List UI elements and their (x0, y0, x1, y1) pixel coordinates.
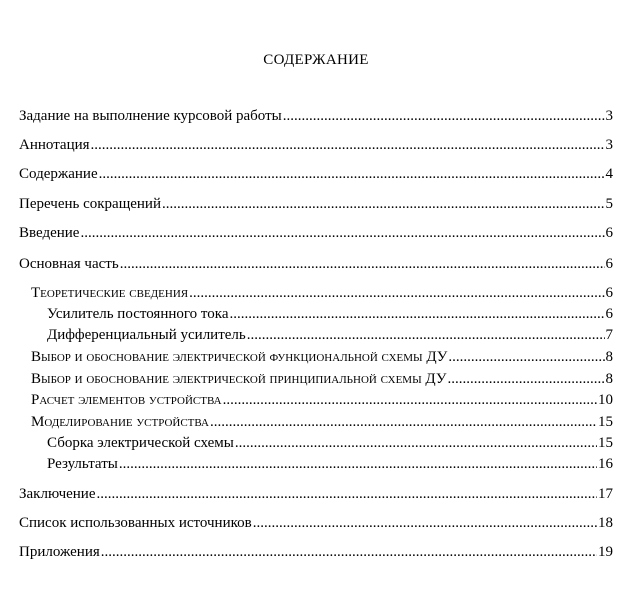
toc-leader (101, 545, 597, 560)
toc-entry-text: Расчет элементов устройства (31, 392, 222, 408)
toc-entry-principal-scheme[interactable] (31, 372, 613, 387)
toc-entry-text: Сборка электрической схемы (47, 435, 234, 451)
toc-page-number: 16 (598, 456, 613, 472)
toc-entry-appendices[interactable] (19, 545, 613, 560)
toc-entry-calculation[interactable] (31, 393, 613, 408)
toc-entry-text: Результаты (47, 456, 118, 472)
toc-entry-main-part[interactable] (19, 257, 613, 272)
toc-entry-text: Выбор и обоснование электрической принципиальной схемы ДУ (31, 371, 447, 387)
toc-entry-contents[interactable] (19, 167, 613, 182)
toc-entry-dc-amplifier[interactable] (47, 307, 613, 322)
toc-leader (235, 436, 597, 451)
toc-leader (91, 138, 605, 153)
toc-page-number: 17 (598, 486, 613, 502)
toc-page-number: 6 (605, 225, 613, 241)
toc-entry-text: Введение (19, 225, 80, 241)
toc-entry-abbreviations[interactable] (19, 197, 613, 212)
toc-entry-text: Задание на выполнение курсовой работы (19, 108, 282, 124)
toc-leader (189, 286, 604, 301)
toc-entry-text: Моделирование устройства (31, 414, 209, 430)
toc-leader (247, 328, 605, 343)
toc-page-number: 10 (598, 392, 613, 408)
toc-entry-text: Перечень сокращений (19, 196, 161, 212)
page-title: СОДЕРЖАНИЕ (263, 52, 369, 68)
toc-page-number: 6 (605, 285, 613, 301)
toc-leader (223, 393, 597, 408)
toc-leader (210, 415, 597, 430)
toc-entry-text: Усилитель постоянного тока (47, 306, 229, 322)
toc-page-number: 6 (605, 306, 613, 322)
toc-page-number: 6 (605, 256, 613, 272)
toc-page-number: 7 (605, 327, 613, 343)
toc-leader (120, 257, 605, 272)
toc-entry-results[interactable] (47, 457, 613, 472)
toc-entry-modeling[interactable] (31, 415, 613, 430)
toc-leader (119, 457, 597, 472)
toc-entry-text: Основная часть (19, 256, 119, 272)
toc-page-number: 15 (598, 435, 613, 451)
toc-page-number: 3 (605, 137, 613, 153)
toc-entry-conclusion[interactable] (19, 487, 613, 502)
toc-entry-text: Теоретические сведения (31, 285, 189, 301)
toc-entry-theory[interactable] (31, 286, 613, 301)
toc-entry-text: Список использованных источников (19, 515, 252, 531)
toc-entry-text: Выбор и обоснование электрической функциональной схемы ДУ (31, 349, 448, 365)
toc-leader (230, 307, 605, 322)
toc-entry-text: Аннотация (19, 137, 90, 153)
toc-entry-introduction[interactable] (19, 226, 613, 241)
toc-entry-text: Заключение (19, 486, 96, 502)
toc-leader (99, 167, 605, 182)
toc-page-number: 4 (605, 166, 613, 182)
toc-entry-annotation[interactable] (19, 138, 613, 153)
toc-leader (283, 109, 605, 124)
toc-page-number: 3 (605, 108, 613, 124)
toc-page-number: 15 (598, 414, 613, 430)
toc-entry-functional-scheme[interactable] (31, 350, 613, 365)
toc-page-number: 8 (605, 349, 613, 365)
toc-page-number: 18 (598, 515, 613, 531)
toc-entry-circuit-assembly[interactable] (47, 436, 613, 451)
toc-entry-text: Приложения (19, 544, 100, 560)
toc-page-number: 19 (598, 544, 613, 560)
toc-leader (447, 372, 604, 387)
toc-entry-references[interactable] (19, 516, 613, 531)
toc-entry-text: Дифференциальный усилитель (47, 327, 246, 343)
toc-leader (80, 226, 604, 241)
toc-leader (253, 516, 597, 531)
toc-leader (448, 350, 604, 365)
toc-entry-differential-amplifier[interactable] (47, 328, 613, 343)
toc-entry-text: Содержание (19, 166, 98, 182)
toc-leader (162, 197, 605, 212)
toc-leader (97, 487, 598, 502)
toc-page-number: 5 (605, 196, 613, 212)
toc-entry-assignment[interactable] (19, 109, 613, 124)
toc-page-number: 8 (605, 371, 613, 387)
